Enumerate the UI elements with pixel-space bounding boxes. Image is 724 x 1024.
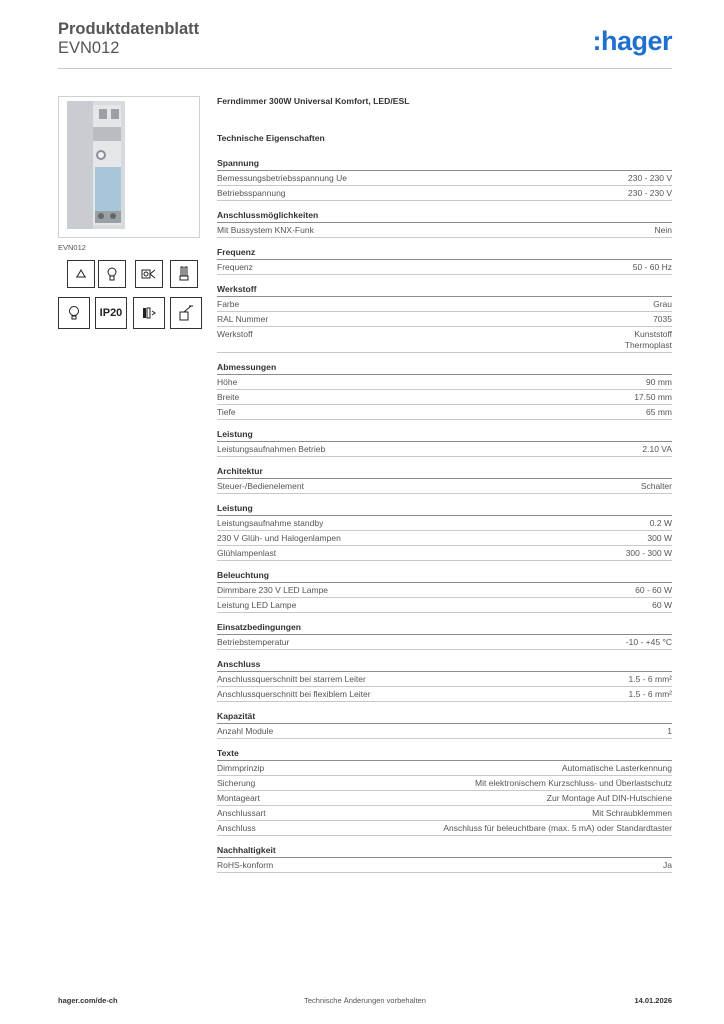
spec-label: Betriebstemperatur (217, 636, 290, 647)
spec-section (217, 362, 672, 420)
spec-section (217, 659, 672, 702)
spec-value: 0.2 W (649, 517, 672, 528)
spec-row (217, 223, 672, 238)
spec-label: Anschlussquerschnitt bei flexiblem Leiter (217, 688, 371, 699)
spec-label: Leistungsaufnahme standby (217, 517, 324, 528)
lamp-outline-icon (67, 260, 95, 288)
spec-section (217, 429, 672, 457)
section-title: Nachhaltigkeit (217, 845, 672, 858)
section-title: Texte (217, 748, 672, 761)
document-title: Produktdatenblatt (58, 20, 200, 38)
section-title: Anschluss (217, 659, 672, 672)
spec-label: Farbe (217, 299, 240, 309)
spec-content (217, 96, 672, 882)
spec-row (217, 186, 672, 201)
spec-value: Mit Schraubklemmen (592, 807, 672, 818)
spec-row (217, 405, 672, 420)
spec-row (217, 821, 672, 836)
spec-label: Dimmprinzip (217, 762, 265, 773)
section-title: Spannung (217, 158, 672, 171)
spec-section (217, 284, 672, 353)
section-title: Leistung (217, 429, 672, 442)
product-image (58, 96, 200, 238)
spec-value: 1 (667, 725, 672, 736)
spec-label: Leistung LED Lampe (217, 599, 297, 610)
spec-section (217, 622, 672, 650)
spec-label: Anschlussquerschnitt bei starrem Leiter (217, 673, 366, 684)
spec-value: Ja (663, 859, 672, 870)
spec-label: Tiefe (217, 406, 236, 417)
spec-value: 300 W (647, 532, 672, 543)
spec-row (217, 776, 672, 791)
spec-row (217, 390, 672, 405)
spec-value: Nein (654, 225, 672, 235)
spec-section (217, 711, 672, 739)
ip20-rating: IP20 (95, 297, 127, 329)
spec-label: Steuer-/Bedienelement (217, 480, 304, 491)
spec-label: Glühlampenlast (217, 547, 277, 558)
spec-row (217, 171, 672, 186)
spec-label: Mit Bussystem KNX-Funk (217, 225, 314, 235)
section-title: Architektur (217, 466, 672, 479)
spec-value: 1.5 - 6 mm² (628, 688, 672, 699)
spec-row (217, 375, 672, 390)
spec-row (217, 516, 672, 531)
section-title: Einsatzbedingungen (217, 622, 672, 635)
spec-label: Höhe (217, 376, 238, 387)
bulb-icon (98, 260, 126, 288)
spec-row (217, 858, 672, 873)
spec-label: Leistungsaufnahmen Betrieb (217, 443, 326, 454)
spec-row (217, 761, 672, 776)
spec-value: 1.5 - 6 mm² (628, 673, 672, 684)
spec-row (217, 635, 672, 650)
spec-row (217, 546, 672, 561)
spec-row (217, 260, 672, 275)
spec-label: Sicherung (217, 777, 256, 788)
section-title: Frequenz (217, 247, 672, 260)
dimmer-switch-icon (170, 297, 202, 329)
spec-row (217, 327, 672, 353)
spec-section (217, 570, 672, 613)
spec-value: Mit elektronischem Kurzschluss- und Überlastschutz (475, 777, 672, 788)
fluorescent-lamp-icon (170, 260, 198, 288)
footer-date: 14.01.2026 (634, 996, 672, 1005)
section-title: Kapazität (217, 711, 672, 724)
section-title: Beleuchtung (217, 570, 672, 583)
spec-label: Frequenz (217, 262, 253, 272)
spec-label: Betriebsspannung (217, 188, 286, 198)
footer-note: Technische Änderungen vorbehalten (304, 996, 426, 1005)
header-divider (58, 68, 672, 69)
led-bulb-icon (58, 297, 90, 329)
spec-section (217, 845, 672, 873)
section-title: Anschlussmöglichkeiten (217, 210, 672, 223)
spec-section (217, 247, 672, 275)
spec-row (217, 442, 672, 457)
spec-label: RoHS-konform (217, 859, 274, 870)
image-caption: EVN012 (58, 243, 86, 252)
dimmer-module-illustration (59, 97, 199, 237)
spec-section (217, 210, 672, 238)
spec-value: 230 - 230 V (628, 173, 672, 183)
spec-section (217, 466, 672, 494)
spec-value: 90 mm (646, 376, 672, 387)
spec-row (217, 297, 672, 312)
spec-value: 50 - 60 Hz (632, 262, 672, 272)
spec-value: 2.10 VA (642, 443, 672, 454)
spec-row (217, 806, 672, 821)
section-title: Werkstoff (217, 284, 672, 297)
spec-label: 230 V Glüh- und Halogenlampen (217, 532, 341, 543)
section-title: Leistung (217, 503, 672, 516)
footer-website[interactable]: hager.com/de-ch (58, 996, 118, 1005)
spec-row (217, 598, 672, 613)
spec-value: Zur Montage Auf DIN-Hutschiene (546, 792, 672, 803)
spec-row (217, 312, 672, 327)
spec-value: Anschluss für beleuchtbare (max. 5 mA) oder Standardtaster (443, 822, 672, 833)
spec-value: 60 W (652, 599, 672, 610)
tech-properties-title: Technische Eigenschaften (217, 133, 325, 143)
spec-row (217, 672, 672, 687)
spec-label: Anschlussart (217, 807, 266, 818)
spec-value: 230 - 230 V (628, 188, 672, 198)
spec-value: -10 - +45 °C (625, 636, 672, 647)
spec-row (217, 479, 672, 494)
spec-value: Automatische Lasterkennung (561, 762, 672, 773)
spec-label: Montageart (217, 792, 260, 803)
spec-value: 65 mm (646, 406, 672, 417)
spec-label: Werkstoff (217, 329, 253, 339)
spec-row (217, 583, 672, 598)
document-header (58, 20, 199, 58)
spec-row (217, 791, 672, 806)
transformer-icon (135, 260, 163, 288)
spec-section (217, 158, 672, 201)
spec-section (217, 748, 672, 836)
article-number: EVN012 (58, 39, 120, 57)
spec-value: 60 - 60 W (635, 584, 672, 595)
section-title: Abmessungen (217, 362, 672, 375)
spec-sections (217, 158, 672, 873)
spec-label: RAL Nummer (217, 314, 269, 324)
din-rail-icon (133, 297, 165, 329)
spec-row (217, 531, 672, 546)
spec-value: Kunststoff Thermoplast (624, 329, 672, 350)
spec-label: Anzahl Module (217, 725, 274, 736)
product-name: Ferndimmer 300W Universal Komfort, LED/ESL (217, 96, 410, 106)
spec-label: Dimmbare 230 V LED Lampe (217, 584, 329, 595)
spec-label: Breite (217, 391, 240, 402)
spec-label: Bemessungsbetriebsspannung Ue (217, 173, 347, 183)
spec-row (217, 724, 672, 739)
spec-value: 7035 (653, 314, 672, 324)
spec-section (217, 503, 672, 561)
spec-value: 17.50 mm (634, 391, 672, 402)
spec-value: 300 - 300 W (625, 547, 672, 558)
spec-value: Grau (653, 299, 672, 309)
spec-value: Schalter (640, 480, 672, 491)
spec-label: Anschluss (217, 822, 256, 833)
hager-logo: :hager (592, 26, 672, 56)
spec-row (217, 687, 672, 702)
